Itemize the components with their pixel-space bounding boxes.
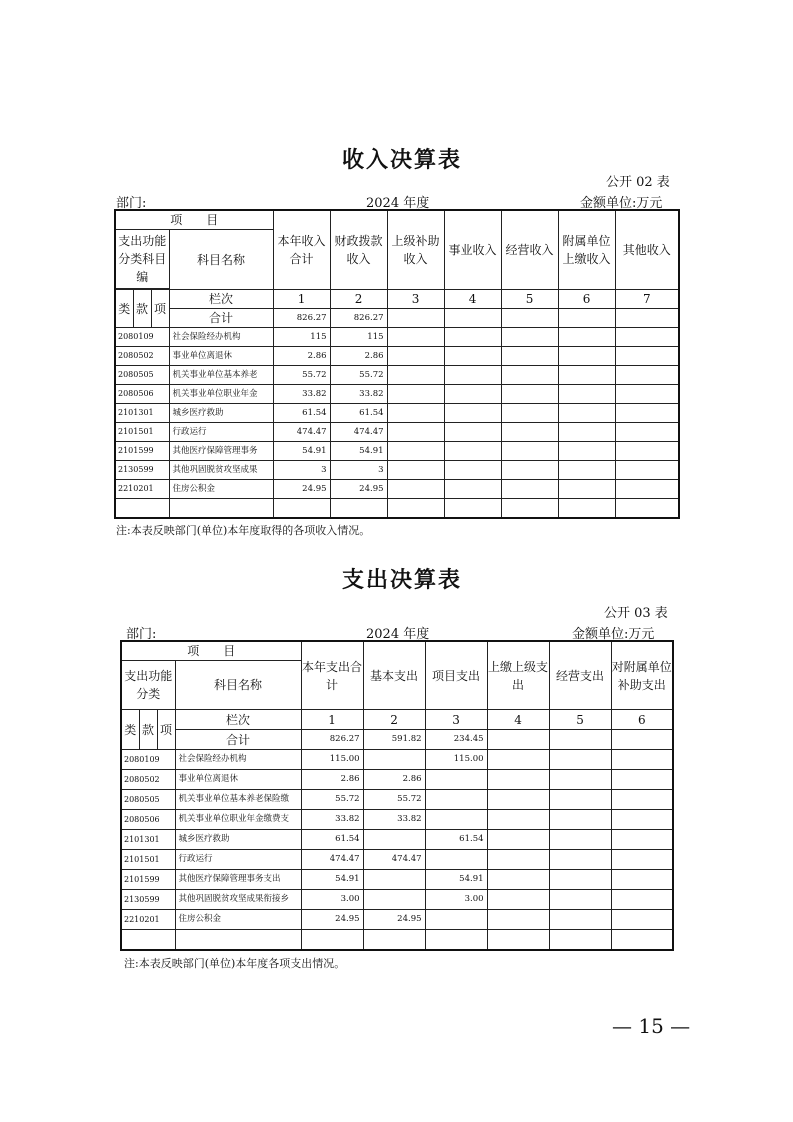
expense-row-value xyxy=(425,790,487,810)
income-col-header: 经营收入 xyxy=(501,210,558,290)
expense-col-number: 3 xyxy=(425,710,487,730)
income-row-value xyxy=(387,423,444,442)
expense-col-header: 本年支出合计 xyxy=(301,641,363,710)
income-row-value xyxy=(615,404,679,423)
expense-row-value: 2.86 xyxy=(363,770,425,790)
expense-row-subject: 社会保险经办机构 xyxy=(175,750,301,770)
expense-table-body xyxy=(121,750,673,951)
income-row-value xyxy=(558,442,615,461)
income-row-subject: 机关事业单位职业年金 xyxy=(169,385,273,404)
expense-row-value xyxy=(425,810,487,830)
expense-table-row xyxy=(121,870,673,890)
expense-row-value xyxy=(487,930,549,951)
income-row-value xyxy=(615,480,679,499)
income-header-xiang: 项 xyxy=(151,290,169,328)
expense-row-value xyxy=(611,810,673,830)
income-col-number: 2 xyxy=(330,290,387,309)
expense-year: 2024 年度 xyxy=(366,627,430,642)
income-row-value xyxy=(444,385,501,404)
income-row-value xyxy=(444,347,501,366)
income-total-cell xyxy=(501,309,558,328)
expense-header-kuan: 款 xyxy=(139,710,157,750)
income-table-row xyxy=(115,404,679,423)
income-row-value: 3 xyxy=(273,461,330,480)
income-row-subject: 社会保险经办机构 xyxy=(169,328,273,347)
income-row-code: 2101501 xyxy=(115,423,169,442)
expense-row-value xyxy=(611,830,673,850)
income-table-body xyxy=(115,328,679,519)
expense-row-value: 54.91 xyxy=(425,870,487,890)
income-col-header: 事业收入 xyxy=(444,210,501,290)
expense-note: 注:本表反映部门(单位)本年度各项支出情况。 xyxy=(124,957,346,970)
income-col-header: 财政拨款收入 xyxy=(330,210,387,290)
income-row-value: 54.91 xyxy=(330,442,387,461)
expense-row-subject xyxy=(175,930,301,951)
income-row-value xyxy=(444,442,501,461)
expense-table-row xyxy=(121,850,673,870)
income-row-value xyxy=(387,404,444,423)
expense-col-header: 对附属单位补助支出 xyxy=(611,641,673,710)
income-row-value: 33.82 xyxy=(330,385,387,404)
income-year: 2024 年度 xyxy=(366,196,430,211)
income-table-row xyxy=(115,423,679,442)
income-row-value: 2.86 xyxy=(273,347,330,366)
income-col-header: 其他收入 xyxy=(615,210,679,290)
income-total-cell xyxy=(387,309,444,328)
income-row-code: 2080506 xyxy=(115,385,169,404)
expense-row-subject: 城乡医疗救助 xyxy=(175,830,301,850)
income-row-value xyxy=(501,442,558,461)
income-col-header: 附属单位上缴收入 xyxy=(558,210,615,290)
expense-row-value: 55.72 xyxy=(363,790,425,810)
expense-row-value xyxy=(611,890,673,910)
expense-header-xiang: 项 xyxy=(157,710,175,750)
income-row-value xyxy=(615,423,679,442)
expense-row-value xyxy=(487,790,549,810)
expense-row-value xyxy=(487,830,549,850)
income-row-value: 61.54 xyxy=(330,404,387,423)
income-header-item: 项 目 xyxy=(115,210,273,230)
income-row-subject: 其他巩固脱贫攻坚成果 xyxy=(169,461,273,480)
expense-row-value xyxy=(611,850,673,870)
expense-row-code: 2080502 xyxy=(121,770,175,790)
expense-row-value xyxy=(611,770,673,790)
income-row-value xyxy=(501,423,558,442)
expense-row-value xyxy=(611,790,673,810)
expense-row-value: 54.91 xyxy=(301,870,363,890)
expense-row-subject: 其他医疗保障管理事务支出 xyxy=(175,870,301,890)
expense-table-row xyxy=(121,750,673,770)
income-row-value xyxy=(501,385,558,404)
expense-row-value: 61.54 xyxy=(301,830,363,850)
income-row-code xyxy=(115,499,169,519)
expense-table xyxy=(120,640,674,951)
income-total-cell xyxy=(444,309,501,328)
expense-row-value xyxy=(363,750,425,770)
income-row-value xyxy=(387,461,444,480)
expense-row-value xyxy=(611,930,673,951)
income-row-value: 24.95 xyxy=(273,480,330,499)
income-row-value: 474.47 xyxy=(330,423,387,442)
expense-col-header: 经营支出 xyxy=(549,641,611,710)
income-table-row xyxy=(115,499,679,519)
expense-row-value xyxy=(549,750,611,770)
expense-total-label: 合计 xyxy=(175,730,301,750)
income-col-number: 1 xyxy=(273,290,330,309)
page-number: — 15 — xyxy=(612,1014,691,1038)
expense-row-subject: 机关事业单位职业年金缴费支 xyxy=(175,810,301,830)
income-row-value xyxy=(501,347,558,366)
income-row-value xyxy=(501,366,558,385)
expense-title: 支出决算表 xyxy=(342,567,463,593)
expense-row-value xyxy=(487,850,549,870)
income-col-number: 6 xyxy=(558,290,615,309)
income-row-value: 24.95 xyxy=(330,480,387,499)
expense-dept-label: 部门: xyxy=(126,627,157,642)
income-total-cell xyxy=(558,309,615,328)
income-row-value: 33.82 xyxy=(273,385,330,404)
expense-row-value xyxy=(549,870,611,890)
expense-table-code: 公开 03 表 xyxy=(604,606,668,621)
expense-row-value xyxy=(487,750,549,770)
expense-row-value xyxy=(487,870,549,890)
income-row-value: 2.86 xyxy=(330,347,387,366)
income-row-value: 54.91 xyxy=(273,442,330,461)
income-table-row xyxy=(115,480,679,499)
expense-row-value: 24.95 xyxy=(363,910,425,930)
expense-row-value xyxy=(363,890,425,910)
income-row-value: 61.54 xyxy=(273,404,330,423)
income-header-func-class: 支出功能分类科目编 xyxy=(115,230,169,289)
expense-header-lei: 类 xyxy=(121,710,139,750)
expense-row-code: 2101501 xyxy=(121,850,175,870)
income-row-value xyxy=(501,461,558,480)
expense-table-row xyxy=(121,830,673,850)
expense-row-value xyxy=(611,910,673,930)
income-row-code: 2101301 xyxy=(115,404,169,423)
income-header-lei: 类 xyxy=(115,290,133,328)
expense-table-row xyxy=(121,910,673,930)
income-row-value xyxy=(387,385,444,404)
income-row-value xyxy=(444,328,501,347)
income-table-row xyxy=(115,347,679,366)
income-row-value xyxy=(615,385,679,404)
expense-total-cell xyxy=(487,730,549,750)
expense-header-lanci: 栏次 xyxy=(175,710,301,730)
income-row-value xyxy=(501,480,558,499)
expense-row-subject: 其他巩固脱贫攻坚成果衔接乡 xyxy=(175,890,301,910)
expense-row-code: 2101599 xyxy=(121,870,175,890)
income-row-value xyxy=(501,499,558,519)
expense-row-value xyxy=(549,930,611,951)
income-row-value xyxy=(558,404,615,423)
expense-total-cell: 591.82 xyxy=(363,730,425,750)
expense-row-subject: 住房公积金 xyxy=(175,910,301,930)
expense-col-number: 4 xyxy=(487,710,549,730)
expense-row-value xyxy=(363,930,425,951)
income-row-value xyxy=(387,442,444,461)
income-row-value xyxy=(330,499,387,519)
income-header-kuan: 款 xyxy=(133,290,151,328)
expense-row-subject: 行政运行 xyxy=(175,850,301,870)
expense-row-value xyxy=(425,850,487,870)
expense-row-value xyxy=(549,830,611,850)
expense-col-number: 5 xyxy=(549,710,611,730)
income-table-row xyxy=(115,442,679,461)
expense-row-value xyxy=(611,750,673,770)
expense-unit: 金额单位:万元 xyxy=(572,627,655,642)
income-title: 收入决算表 xyxy=(342,147,463,173)
income-row-code: 2080502 xyxy=(115,347,169,366)
income-row-subject xyxy=(169,499,273,519)
income-col-number: 4 xyxy=(444,290,501,309)
income-row-value xyxy=(501,328,558,347)
expense-row-value: 474.47 xyxy=(363,850,425,870)
expense-row-code: 2080109 xyxy=(121,750,175,770)
expense-row-value xyxy=(363,870,425,890)
expense-header-func-class: 支出功能分类 xyxy=(121,661,175,710)
income-row-value: 115 xyxy=(330,328,387,347)
expense-row-value xyxy=(487,910,549,930)
expense-row-subject: 事业单位离退休 xyxy=(175,770,301,790)
expense-row-value: 33.82 xyxy=(301,810,363,830)
expense-row-value: 33.82 xyxy=(363,810,425,830)
income-row-value xyxy=(615,461,679,480)
expense-row-value: 3.00 xyxy=(301,890,363,910)
income-total-label: 合计 xyxy=(169,309,273,328)
expense-row-code: 2210201 xyxy=(121,910,175,930)
expense-total-cell: 234.45 xyxy=(425,730,487,750)
expense-table-row xyxy=(121,890,673,910)
expense-row-value xyxy=(487,890,549,910)
expense-col-header: 项目支出 xyxy=(425,641,487,710)
income-col-number: 3 xyxy=(387,290,444,309)
income-row-code: 2080109 xyxy=(115,328,169,347)
expense-row-value xyxy=(487,810,549,830)
income-row-value xyxy=(558,423,615,442)
income-row-subject: 机关事业单位基本养老 xyxy=(169,366,273,385)
expense-row-value xyxy=(549,810,611,830)
income-unit: 金额单位:万元 xyxy=(580,196,663,211)
income-total-cell xyxy=(615,309,679,328)
income-row-code: 2130599 xyxy=(115,461,169,480)
income-row-value xyxy=(558,499,615,519)
expense-header-item: 项 目 xyxy=(121,641,301,661)
income-row-value xyxy=(273,499,330,519)
expense-row-value: 3.00 xyxy=(425,890,487,910)
income-row-value xyxy=(558,385,615,404)
income-note: 注:本表反映部门(单位)本年度取得的各项收入情况。 xyxy=(116,524,371,537)
income-table-row xyxy=(115,366,679,385)
income-row-value: 55.72 xyxy=(273,366,330,385)
expense-row-code: 2130599 xyxy=(121,890,175,910)
income-row-value xyxy=(387,366,444,385)
income-row-value xyxy=(501,404,558,423)
expense-row-value xyxy=(363,830,425,850)
expense-row-subject: 机关事业单位基本养老保险缴 xyxy=(175,790,301,810)
income-total-cell: 826.27 xyxy=(330,309,387,328)
income-row-value xyxy=(558,480,615,499)
income-row-value xyxy=(615,442,679,461)
income-table-row xyxy=(115,461,679,480)
income-row-value: 3 xyxy=(330,461,387,480)
income-row-value xyxy=(387,328,444,347)
expense-total-cell xyxy=(549,730,611,750)
income-header-lanci: 栏次 xyxy=(169,290,273,309)
income-row-value xyxy=(558,461,615,480)
expense-row-code: 2080506 xyxy=(121,810,175,830)
income-row-value xyxy=(615,328,679,347)
income-row-subject: 行政运行 xyxy=(169,423,273,442)
income-dept-label: 部门: xyxy=(116,196,147,211)
expense-row-value xyxy=(611,870,673,890)
expense-total-cell: 826.27 xyxy=(301,730,363,750)
income-header-subject-name: 科目名称 xyxy=(169,230,273,290)
expense-row-value xyxy=(425,910,487,930)
income-row-value xyxy=(387,480,444,499)
expense-table-row xyxy=(121,790,673,810)
income-row-value xyxy=(615,499,679,519)
income-row-subject: 住房公积金 xyxy=(169,480,273,499)
income-row-value xyxy=(444,423,501,442)
income-row-value xyxy=(444,404,501,423)
expense-row-value xyxy=(549,850,611,870)
income-row-value xyxy=(444,461,501,480)
expense-row-code: 2080505 xyxy=(121,790,175,810)
expense-col-number: 1 xyxy=(301,710,363,730)
expense-table-row xyxy=(121,770,673,790)
expense-table-row xyxy=(121,810,673,830)
income-row-value xyxy=(387,499,444,519)
expense-row-value xyxy=(487,770,549,790)
expense-row-value xyxy=(425,930,487,951)
expense-row-value: 61.54 xyxy=(425,830,487,850)
income-row-value xyxy=(558,328,615,347)
expense-row-value: 2.86 xyxy=(301,770,363,790)
expense-row-value xyxy=(549,790,611,810)
expense-row-value: 115.00 xyxy=(425,750,487,770)
income-table-row xyxy=(115,328,679,347)
expense-col-number: 6 xyxy=(611,710,673,730)
income-col-header: 本年收入合计 xyxy=(273,210,330,290)
income-row-value: 115 xyxy=(273,328,330,347)
income-table xyxy=(114,209,680,519)
expense-row-code: 2101301 xyxy=(121,830,175,850)
expense-header-subject-name: 科目名称 xyxy=(175,661,301,710)
income-row-value: 55.72 xyxy=(330,366,387,385)
income-row-value xyxy=(558,347,615,366)
expense-row-value xyxy=(549,770,611,790)
income-row-value xyxy=(444,480,501,499)
expense-row-code xyxy=(121,930,175,951)
income-col-header: 上级补助收入 xyxy=(387,210,444,290)
income-col-number: 5 xyxy=(501,290,558,309)
income-row-value xyxy=(558,366,615,385)
income-table-code: 公开 02 表 xyxy=(606,175,670,190)
expense-row-value xyxy=(425,770,487,790)
income-row-code: 2210201 xyxy=(115,480,169,499)
expense-table-row xyxy=(121,930,673,951)
expense-row-value: 115.00 xyxy=(301,750,363,770)
expense-row-value: 55.72 xyxy=(301,790,363,810)
expense-row-value: 474.47 xyxy=(301,850,363,870)
income-row-value xyxy=(615,366,679,385)
income-row-value xyxy=(444,499,501,519)
income-row-value xyxy=(444,366,501,385)
income-row-code: 2101599 xyxy=(115,442,169,461)
income-row-subject: 其他医疗保障管理事务 xyxy=(169,442,273,461)
income-row-value xyxy=(615,347,679,366)
expense-col-header: 上缴上级支出 xyxy=(487,641,549,710)
expense-row-value: 24.95 xyxy=(301,910,363,930)
expense-row-value xyxy=(301,930,363,951)
expense-row-value xyxy=(549,910,611,930)
income-row-value: 474.47 xyxy=(273,423,330,442)
income-row-code: 2080505 xyxy=(115,366,169,385)
income-row-subject: 城乡医疗救助 xyxy=(169,404,273,423)
income-row-subject: 事业单位离退休 xyxy=(169,347,273,366)
expense-col-number: 2 xyxy=(363,710,425,730)
income-table-row xyxy=(115,385,679,404)
expense-col-header: 基本支出 xyxy=(363,641,425,710)
income-row-value xyxy=(387,347,444,366)
income-col-number: 7 xyxy=(615,290,679,309)
expense-total-cell xyxy=(611,730,673,750)
income-total-cell: 826.27 xyxy=(273,309,330,328)
expense-row-value xyxy=(549,890,611,910)
